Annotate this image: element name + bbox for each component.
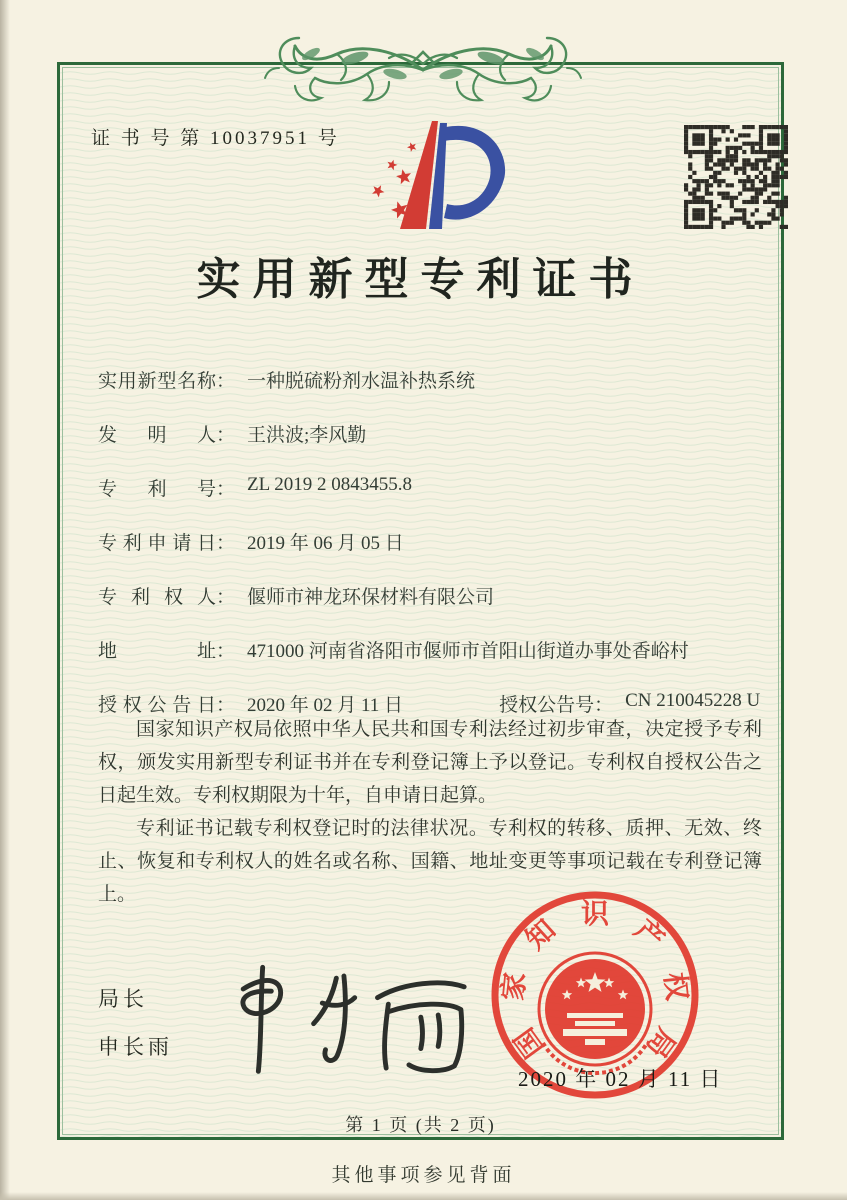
director-signature-handwriting (210, 950, 480, 1080)
field-row-inventors (98, 420, 766, 447)
field-list (98, 366, 766, 744)
field-label: 专利号 (98, 479, 216, 500)
field-label: 授权公告日 (98, 695, 216, 716)
cnipa-patent-logo-icon (334, 113, 514, 243)
field-value: 王洪波;李风勤 (247, 425, 367, 446)
field-label: 实用新型名称 (98, 371, 216, 392)
svg-text:识: 识 (580, 899, 610, 930)
colon: ： (216, 425, 236, 446)
scan-edge-shadow-left (0, 0, 10, 1200)
svg-text:家: 家 (498, 971, 532, 1003)
field-value: 2020 年 02 月 11 日 (247, 695, 404, 716)
field-row-filing-date (98, 528, 766, 555)
officer-name: 申长雨 (98, 1035, 173, 1059)
field-label: 发明人 (98, 425, 216, 446)
green-scroll-ornament-icon (263, 28, 583, 108)
seal-date: 2020 年 02 月 11 日 (518, 1067, 723, 1091)
field-label: 专利申请日 (98, 533, 216, 554)
svg-text:权: 权 (658, 971, 692, 1003)
colon: ： (216, 695, 236, 716)
colon: ： (216, 587, 236, 608)
colon: ： (216, 533, 236, 554)
scan-edge-shadow-bottom (0, 1192, 847, 1200)
field-label: 授权公告号 (499, 695, 595, 716)
field-value: 一种脱硫粉剂水温补热系统 (247, 371, 476, 392)
field-row-patent-number (98, 474, 766, 501)
field-value: CN 210045228 U (625, 690, 761, 711)
svg-text:知: 知 (520, 914, 562, 957)
officer-title: 局长 (98, 987, 148, 1011)
svg-text:产: 产 (628, 914, 670, 957)
field-value: 2019 年 06 月 05 日 (247, 533, 404, 554)
national-emblem (539, 953, 651, 1073)
legal-paragraph-1: 国家知识产权局依照中华人民共和国专利法经过初步审查，决定授予专利权，颁发实用新型专利证书并在专利登记簿上予以登记。专利权自授权公告之日起生效。专利权期限为十年，自申请日起算。 (98, 719, 762, 806)
field-row-name (98, 366, 766, 393)
back-side-note: 其他事项参见背面 (331, 1165, 516, 1186)
colon: ： (216, 479, 236, 500)
officer-block (98, 983, 173, 1079)
field-label: 地址 (98, 641, 216, 662)
field-row-address (98, 636, 766, 663)
colon: ： (216, 371, 236, 392)
field-value: 471000 河南省洛阳市偃师市首阳山街道办事处香峪村 (247, 641, 689, 662)
certificate-border-frame (57, 62, 784, 1140)
field-value: 偃师市神龙环保材料有限公司 (247, 587, 495, 608)
legal-text (98, 713, 762, 911)
certificate-title: 实用新型专利证书 (196, 255, 645, 304)
svg-text:局: 局 (639, 1021, 681, 1063)
certificate-number: 证 书 号 第 10037951 号 (91, 128, 340, 149)
field-label: 专利权人 (98, 587, 216, 608)
field-row-patentee (98, 582, 766, 609)
page-number: 第 1 页 (共 2 页) (345, 1115, 496, 1135)
colon: ： (594, 695, 614, 716)
svg-text:国: 国 (509, 1021, 551, 1063)
colon: ： (216, 641, 236, 662)
field-value: ZL 2019 2 0843455.8 (247, 474, 413, 495)
qr-code (684, 125, 788, 229)
legal-paragraph-2: 专利证书记载专利权登记时的法律状况。专利权的转移、质押、无效、终止、恢复和专利权人的姓名或名称、国籍、地址变更等事项记载在专利登记簿上。 (98, 818, 762, 905)
